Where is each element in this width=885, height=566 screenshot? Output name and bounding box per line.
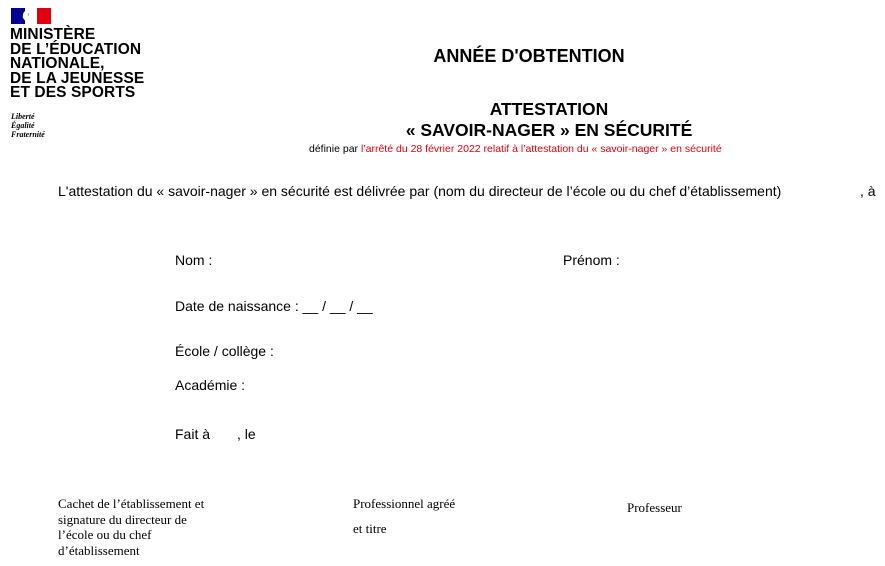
legal-reference-link: l’arrêté du 28 février 2022 relatif à l’attestation du « savoir-nager » en sécurité [360, 143, 722, 155]
certificate-title-line-1: ATTESTATION [489, 99, 609, 119]
legal-reference [309, 143, 722, 155]
motto-liberte: Liberté [11, 112, 35, 121]
signature-professionnel-agree [353, 496, 455, 536]
cachet-line-3: l’école ou du chef [58, 527, 152, 542]
french-republic-flag-logo [11, 8, 51, 24]
cachet-line-2: signature du directeur de [58, 511, 187, 527]
motto-fraternite: Fraternité [11, 130, 45, 139]
motto-egalite: Égalité [11, 121, 35, 130]
field-prenom: Prénom : [563, 252, 620, 268]
delivery-statement: L'attestation du « savoir-nager » en sécurité est délivrée par (nom du directeur de l’école ou du chef d’établissement) [58, 183, 782, 199]
cachet-line-4: d’établissement [58, 542, 140, 558]
field-nom: Nom : [175, 252, 213, 268]
field-le: , le [237, 426, 256, 442]
ministry-line-3: NATIONALE, [10, 55, 105, 72]
certificate-title-line-2: « SAVOIR-NAGER » EN SÉCURITÉ [405, 120, 693, 140]
republic-motto [11, 112, 45, 139]
ministry-line-5: ET DES SPORTS [10, 84, 136, 101]
cachet-line-1: Cachet de l’établissement et [58, 496, 205, 511]
ministry-line-4: DE LA JEUNESSE [10, 69, 145, 87]
ministry-line-1: MINISTÈRE [10, 26, 96, 43]
professionnel-line-1: Professionnel agréé [353, 496, 456, 511]
legal-reference-prefix: définie par [309, 143, 359, 155]
year-title: ANNÉE D'OBTENTION [433, 46, 625, 66]
ministry-line-2: DE L’ÉDUCATION [10, 40, 142, 58]
marianne-icon [20, 10, 34, 23]
signature-professeur: Professeur [627, 500, 682, 515]
field-date-naissance: Date de naissance : __ / __ / __ [175, 298, 373, 314]
field-fait-a: Fait à [175, 426, 211, 442]
field-ecole-college: École / collège : [175, 343, 274, 359]
delivery-statement-suffix: , à [860, 183, 876, 199]
professionnel-line-2: et titre [353, 520, 387, 536]
certificate-title [390, 99, 708, 141]
field-academie: Académie : [175, 377, 246, 393]
signature-cachet-etablissement [58, 496, 204, 558]
